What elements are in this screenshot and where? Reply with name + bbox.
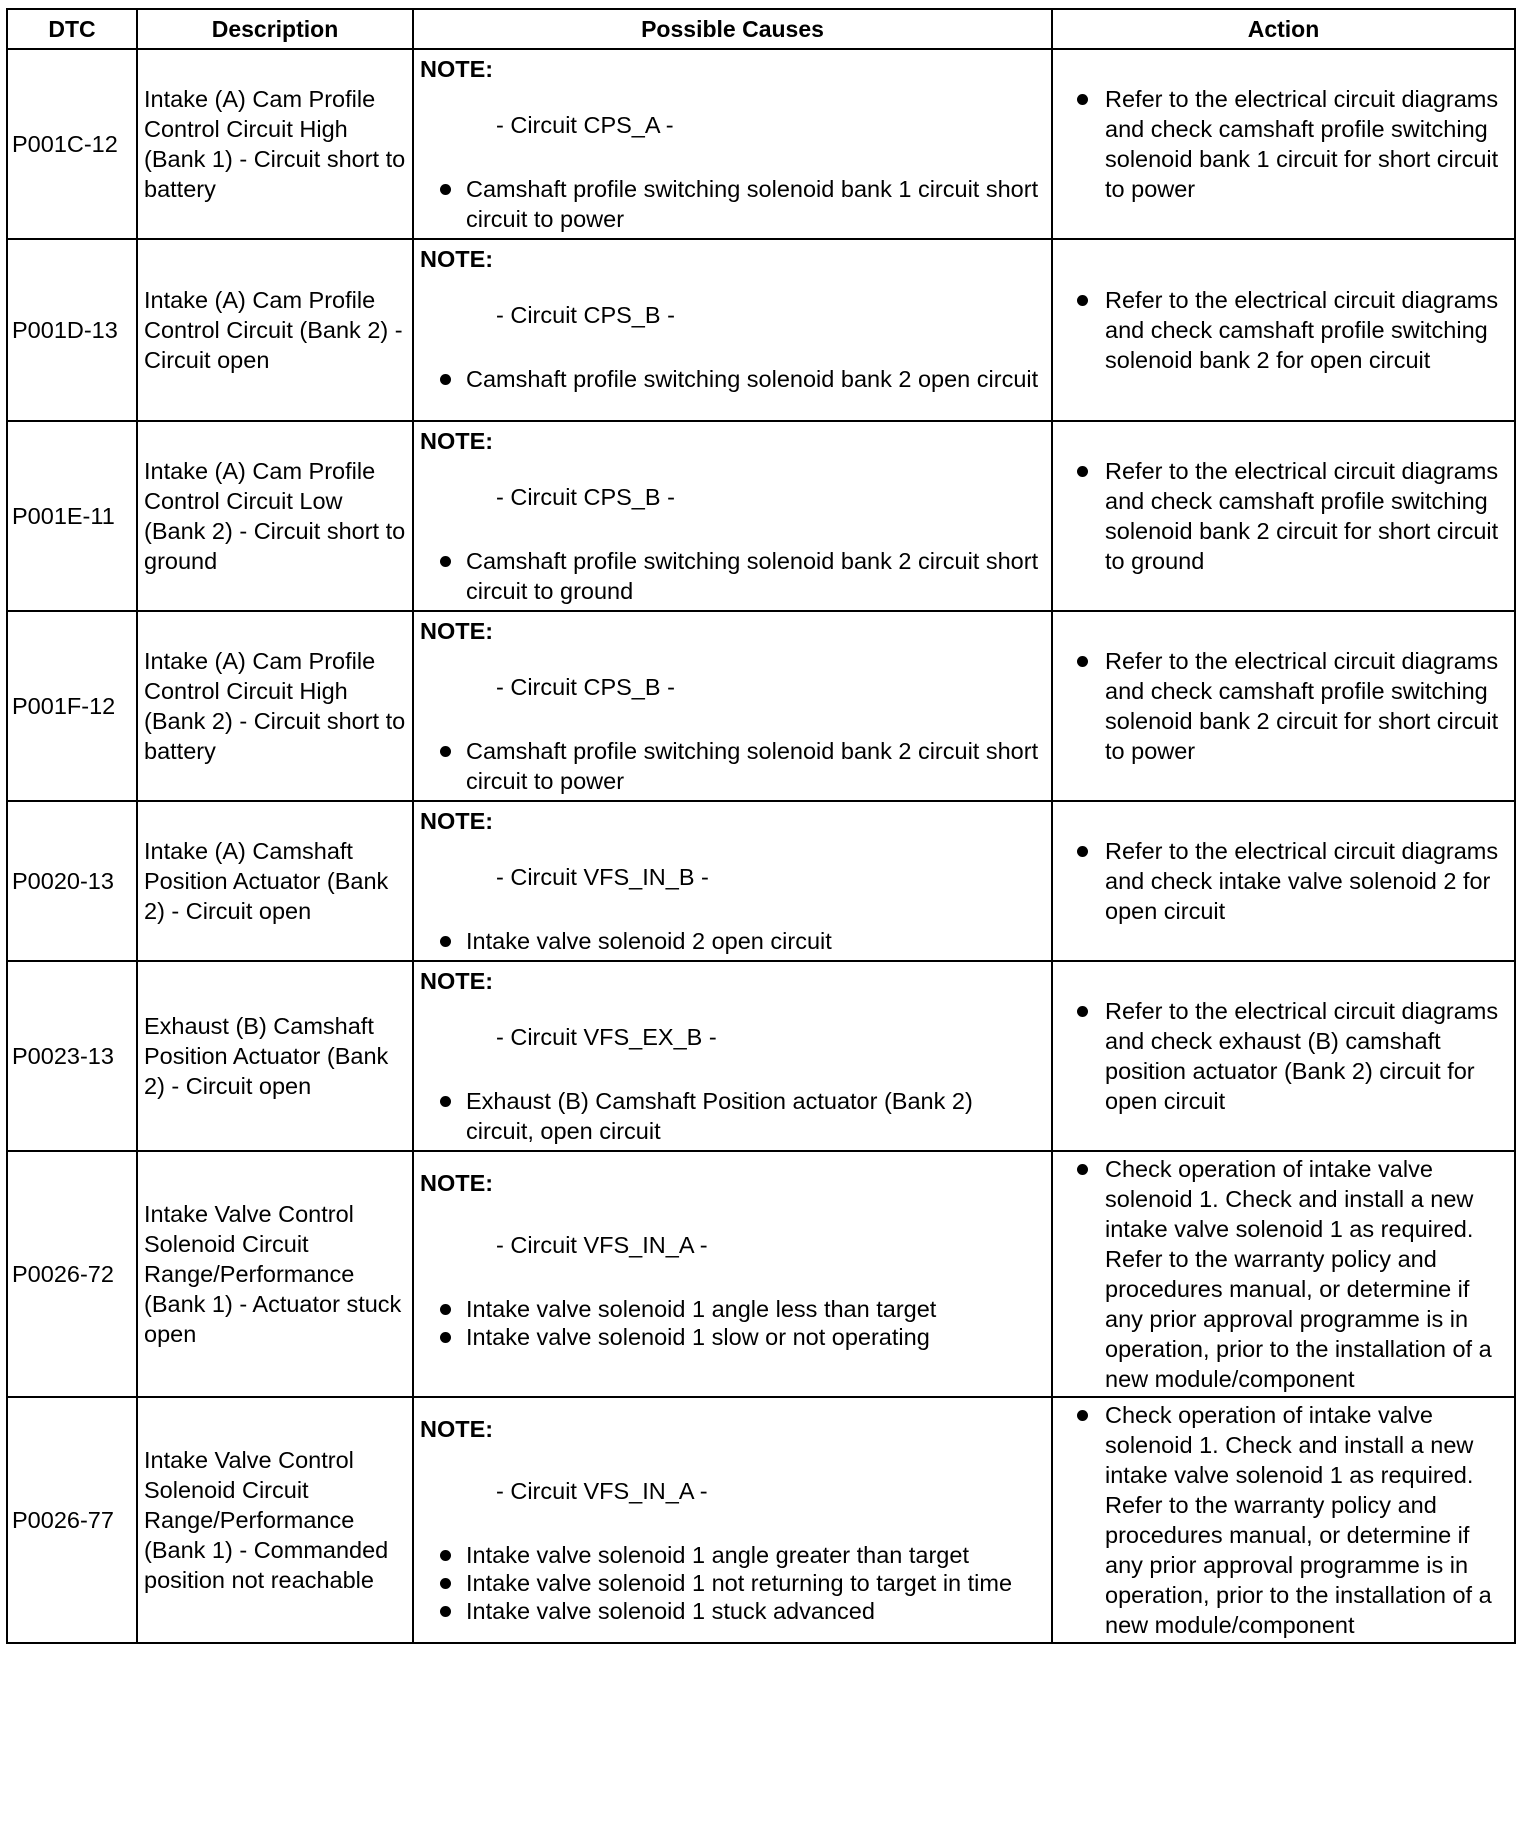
possible-causes-cell (413, 611, 1052, 801)
action-item (1073, 646, 1506, 766)
cause-text: Camshaft profile switching solenoid bank 2 circuit short circuit to ground (466, 548, 1039, 604)
dtc-description: Intake (A) Cam Profile Control Circuit High (Bank 2) - Circuit short to battery (137, 611, 413, 801)
dtc-code: P0026-72 (7, 1151, 137, 1397)
cause-text: Camshaft profile switching solenoid bank 1 circuit short circuit to power (466, 176, 1039, 232)
bullet-icon (1077, 466, 1088, 477)
table-row (7, 611, 1515, 801)
dtc-description: Intake (A) Cam Profile Control Circuit (Bank 2) - Circuit open (137, 239, 413, 421)
note-label: NOTE: (420, 968, 494, 994)
action-text: Refer to the electrical circuit diagrams and check camshaft profile switching solenoid bank 2 circuit for short circuit to ground (1105, 458, 1499, 574)
dtc-code: P0026-77 (7, 1397, 137, 1643)
action-list (1073, 646, 1506, 766)
action-text: Refer to the electrical circuit diagrams and check exhaust (B) camshaft position actuator (Bank 2) circuit for open circuit (1105, 998, 1499, 1114)
action-cell (1052, 1397, 1515, 1643)
action-list (1073, 836, 1506, 926)
action-list (1073, 84, 1506, 204)
circuit-name: - Circuit CPS_B - (496, 484, 675, 510)
action-item (1073, 1154, 1506, 1394)
note-label: NOTE: (420, 808, 494, 834)
header-description: Description (137, 9, 413, 49)
note-label: NOTE: (420, 1416, 494, 1442)
bullet-icon (440, 374, 451, 385)
dtc-description: Intake (A) Cam Profile Control Circuit High (Bank 1) - Circuit short to battery (137, 49, 413, 239)
action-list (1073, 996, 1506, 1116)
bullet-icon (440, 1578, 451, 1589)
cause-text: Intake valve solenoid 1 not returning to target in time (466, 1570, 1013, 1596)
dtc-code: P001E-11 (7, 421, 137, 611)
possible-causes-cell (413, 239, 1052, 421)
action-text: Check operation of intake valve solenoid 1. Check and install a new intake valve solenoid 1 as required. Refer to the warranty policy and procedures manual, or determine if any prior approval programme is in operation, prior to the installation of a new module/component (1105, 1156, 1492, 1392)
cause-item (420, 1322, 1045, 1352)
bullet-icon (1077, 1006, 1088, 1017)
action-text: Refer to the electrical circuit diagrams and check camshaft profile switching solenoid bank 2 for open circuit (1105, 287, 1499, 373)
table-row (7, 421, 1515, 611)
header-dtc: DTC (7, 9, 137, 49)
action-text: Check operation of intake valve solenoid 1. Check and install a new intake valve solenoid 1 as required. Refer to the warranty policy and procedures manual, or determine if any prior approval programme is in operation, prior to the installation of a new module/component (1105, 1402, 1492, 1638)
header-row (7, 9, 1515, 49)
dtc-code: P001C-12 (7, 49, 137, 239)
cause-text: Intake valve solenoid 1 angle greater than target (466, 1542, 969, 1568)
bullet-icon (1077, 656, 1088, 667)
action-cell (1052, 239, 1515, 421)
action-item (1073, 1400, 1506, 1640)
bullet-icon (440, 1332, 451, 1343)
action-cell (1052, 49, 1515, 239)
table-row (7, 1397, 1515, 1643)
cause-item (420, 1086, 1045, 1146)
action-cell (1052, 421, 1515, 611)
cause-text: Intake valve solenoid 1 slow or not operating (466, 1324, 930, 1350)
bullet-icon (440, 184, 451, 195)
dtc-table (6, 8, 1516, 1644)
dtc-description: Intake Valve Control Solenoid Circuit Range/Performance (Bank 1) - Commanded position not reachable (137, 1397, 413, 1643)
cause-item (420, 546, 1045, 606)
cause-item (420, 174, 1045, 234)
bullet-icon (440, 556, 451, 567)
possible-causes-cell (413, 49, 1052, 239)
cause-item (420, 736, 1045, 796)
bullet-icon (440, 746, 451, 757)
causes-list (420, 546, 1045, 606)
action-list (1073, 285, 1506, 375)
action-cell (1052, 611, 1515, 801)
causes-list (420, 736, 1045, 796)
causes-list (420, 174, 1045, 234)
table-row (7, 801, 1515, 961)
note-label: NOTE: (420, 56, 494, 82)
table-row (7, 961, 1515, 1151)
possible-causes-cell (413, 421, 1052, 611)
causes-list (420, 364, 1045, 394)
dtc-code: P0020-13 (7, 801, 137, 961)
bullet-icon (440, 1304, 451, 1315)
note-label: NOTE: (420, 1170, 494, 1196)
action-item (1073, 456, 1506, 576)
dtc-description: Intake (A) Camshaft Position Actuator (Bank 2) - Circuit open (137, 801, 413, 961)
action-cell (1052, 1151, 1515, 1397)
table-row (7, 239, 1515, 421)
cause-text: Exhaust (B) Camshaft Position actuator (Bank 2) circuit, open circuit (466, 1088, 973, 1144)
circuit-name: - Circuit CPS_B - (496, 302, 675, 328)
cause-item (420, 926, 1045, 956)
bullet-icon (440, 1096, 451, 1107)
cause-text: Camshaft profile switching solenoid bank 2 open circuit (466, 366, 1039, 392)
bullet-icon (440, 1606, 451, 1617)
cause-text: Intake valve solenoid 1 stuck advanced (466, 1598, 875, 1624)
cause-item (420, 1540, 1045, 1570)
cause-item (420, 1294, 1045, 1324)
action-item (1073, 836, 1506, 926)
bullet-icon (1077, 1410, 1088, 1421)
dtc-code: P0023-13 (7, 961, 137, 1151)
action-item (1073, 996, 1506, 1116)
action-item (1073, 84, 1506, 204)
cause-item (420, 1568, 1045, 1598)
action-list (1073, 456, 1506, 576)
bullet-icon (1077, 94, 1088, 105)
circuit-name: - Circuit VFS_IN_A - (496, 1478, 708, 1504)
bullet-icon (1077, 846, 1088, 857)
header-action: Action (1052, 9, 1515, 49)
bullet-icon (440, 936, 451, 947)
note-label: NOTE: (420, 618, 494, 644)
dtc-description: Intake (A) Cam Profile Control Circuit Low (Bank 2) - Circuit short to ground (137, 421, 413, 611)
bullet-icon (1077, 1164, 1088, 1175)
cause-text: Intake valve solenoid 1 angle less than target (466, 1296, 937, 1322)
cause-item (420, 1596, 1045, 1626)
causes-list (420, 1294, 1045, 1352)
table-row (7, 49, 1515, 239)
cause-text: Camshaft profile switching solenoid bank 2 circuit short circuit to power (466, 738, 1039, 794)
causes-list (420, 1086, 1045, 1146)
circuit-name: - Circuit CPS_A - (496, 112, 674, 138)
action-item (1073, 285, 1506, 375)
causes-list (420, 926, 1045, 956)
note-label: NOTE: (420, 246, 494, 272)
action-text: Refer to the electrical circuit diagrams and check camshaft profile switching solenoid bank 1 circuit for short circuit to power (1105, 86, 1499, 202)
circuit-name: - Circuit VFS_IN_A - (496, 1232, 708, 1258)
action-list (1073, 1400, 1506, 1640)
action-text: Refer to the electrical circuit diagrams and check intake valve solenoid 2 for open circuit (1105, 838, 1499, 924)
possible-causes-cell (413, 1397, 1052, 1643)
cause-item (420, 364, 1045, 394)
table-row (7, 1151, 1515, 1397)
header-possible-causes: Possible Causes (413, 9, 1052, 49)
dtc-code: P001D-13 (7, 239, 137, 421)
note-label: NOTE: (420, 428, 494, 454)
bullet-icon (1077, 295, 1088, 306)
circuit-name: - Circuit CPS_B - (496, 674, 675, 700)
circuit-name: - Circuit VFS_EX_B - (496, 1024, 717, 1050)
causes-list (420, 1540, 1045, 1626)
cause-text: Intake valve solenoid 2 open circuit (466, 928, 832, 954)
possible-causes-cell (413, 1151, 1052, 1397)
action-cell (1052, 961, 1515, 1151)
possible-causes-cell (413, 961, 1052, 1151)
action-cell (1052, 801, 1515, 961)
action-text: Refer to the electrical circuit diagrams and check camshaft profile switching solenoid bank 2 circuit for short circuit to power (1105, 648, 1499, 764)
dtc-code: P001F-12 (7, 611, 137, 801)
bullet-icon (440, 1550, 451, 1561)
action-list (1073, 1154, 1506, 1394)
dtc-description: Exhaust (B) Camshaft Position Actuator (Bank 2) - Circuit open (137, 961, 413, 1151)
circuit-name: - Circuit VFS_IN_B - (496, 864, 709, 890)
dtc-description: Intake Valve Control Solenoid Circuit Range/Performance (Bank 1) - Actuator stuck open (137, 1151, 413, 1397)
possible-causes-cell (413, 801, 1052, 961)
